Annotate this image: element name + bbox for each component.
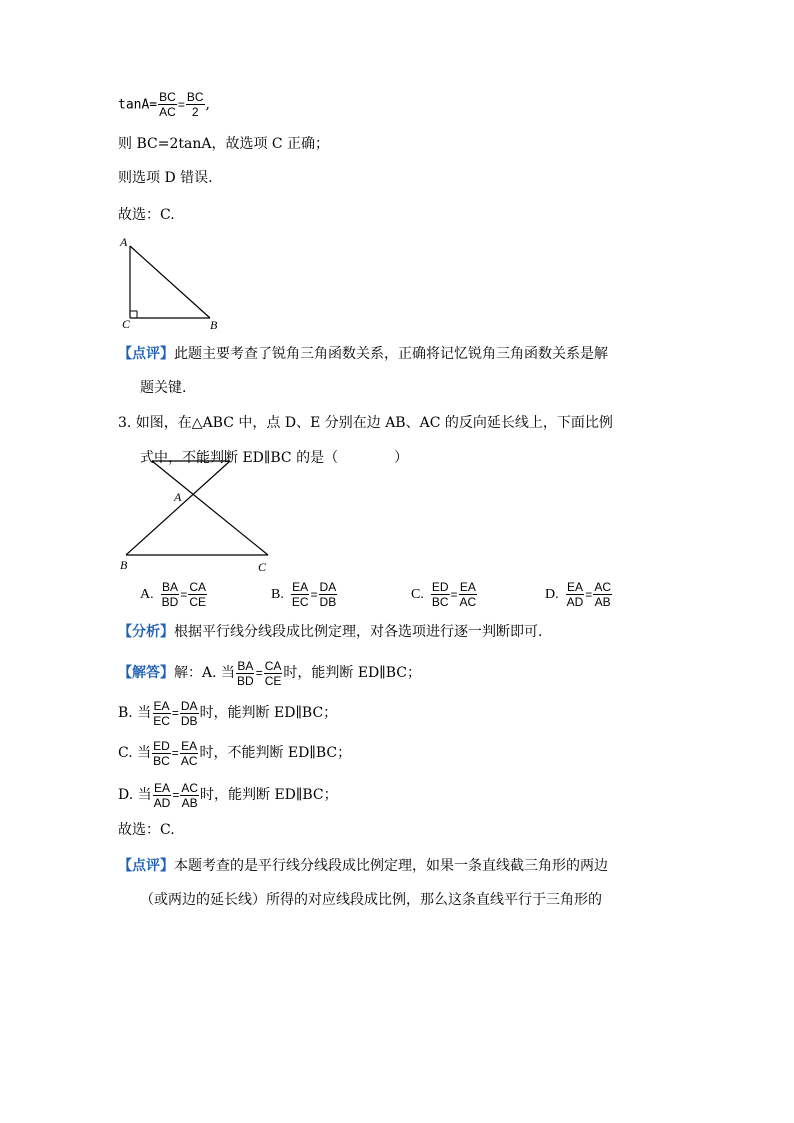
numerator: CA bbox=[264, 658, 282, 673]
analysis-line bbox=[118, 622, 542, 642]
comment-text: 本题考查的是平行线分线段成比例定理，如果一条直线截三角形的两边 bbox=[174, 858, 608, 874]
fraction-bc-2 bbox=[186, 90, 205, 119]
solution-prefix: B. 当 bbox=[118, 705, 152, 721]
solution-line-d bbox=[118, 778, 338, 812]
fraction bbox=[180, 699, 199, 728]
comment-tag: 【点评】 bbox=[118, 346, 174, 362]
option-a[interactable] bbox=[140, 580, 271, 609]
denominator: AB bbox=[181, 795, 198, 810]
conclusion-line-d: 则选项 D 错误. bbox=[118, 170, 213, 186]
numerator: EA bbox=[181, 738, 198, 753]
comment-2-line-1 bbox=[118, 856, 608, 876]
numerator: DA bbox=[180, 698, 198, 713]
comment-1-line-1 bbox=[118, 344, 608, 364]
fraction bbox=[236, 659, 255, 688]
numerator: BA bbox=[161, 580, 178, 594]
vertex-label-c: C bbox=[122, 317, 131, 331]
right-triangle-figure bbox=[116, 234, 226, 334]
comment-1-line-2: 题关键. bbox=[140, 380, 187, 396]
vertex-label-b: B bbox=[210, 318, 218, 332]
denominator: BD bbox=[161, 595, 179, 609]
denominator: BD bbox=[237, 673, 254, 688]
denominator: AD bbox=[153, 795, 171, 810]
solution-prefix: 解：A. 当 bbox=[174, 665, 236, 681]
numerator: BC bbox=[159, 90, 176, 104]
tan-formula-line bbox=[118, 90, 210, 119]
solution-prefix: D. 当 bbox=[118, 787, 152, 803]
solution-tag: 【解答】 bbox=[118, 665, 174, 681]
fraction bbox=[459, 580, 478, 609]
denominator: BC bbox=[153, 753, 170, 768]
vertex-label-a: A bbox=[120, 235, 128, 249]
fraction bbox=[291, 580, 310, 609]
numerator: EA bbox=[153, 780, 170, 795]
denominator: AC bbox=[180, 753, 198, 768]
option-label: B. bbox=[271, 586, 284, 602]
vertex-label-b: B bbox=[120, 558, 128, 572]
fraction bbox=[566, 580, 585, 609]
option-b[interactable] bbox=[271, 580, 411, 609]
denominator: EC bbox=[153, 713, 170, 728]
equals-sign: = bbox=[171, 706, 179, 720]
comment-2-line-2: （或两边的延长线）所得的对应线段成比例，那么这条直线平行于三角形的 bbox=[140, 892, 602, 908]
question-3-line-1: 3. 如图，在△ABC 中，点 D、E 分别在边 AB、AC 的反向延长线上，下面比例 bbox=[118, 415, 613, 431]
equals-sign: = bbox=[171, 746, 179, 760]
analysis-text: 根据平行线分线段成比例定理，对各选项进行逐一判断即可. bbox=[174, 624, 543, 640]
question-3-line-2: 式中，不能判断 ED∥BC 的是（ ） bbox=[140, 450, 409, 466]
numerator: DA bbox=[319, 580, 337, 594]
option-label: C. bbox=[411, 586, 424, 602]
equals-sign: = bbox=[180, 587, 188, 602]
denominator: AC bbox=[459, 595, 477, 609]
fraction bbox=[161, 580, 180, 609]
numerator: ED bbox=[431, 580, 449, 594]
fraction bbox=[264, 659, 283, 688]
fraction bbox=[319, 580, 338, 609]
option-c[interactable] bbox=[411, 580, 545, 609]
numerator: AC bbox=[181, 780, 198, 795]
numerator: AC bbox=[594, 580, 611, 594]
vertex-label-a: A bbox=[174, 490, 182, 504]
equals-sign: = bbox=[450, 587, 458, 602]
fraction-bc-ac bbox=[158, 90, 177, 119]
denominator: AC bbox=[159, 105, 176, 119]
comma: , bbox=[205, 96, 210, 113]
denominator: AB bbox=[594, 595, 611, 609]
option-label: D. bbox=[545, 586, 559, 602]
numerator: EA bbox=[459, 580, 476, 594]
denominator: 2 bbox=[191, 105, 199, 119]
denominator: DB bbox=[319, 595, 337, 609]
fraction bbox=[431, 580, 450, 609]
answer-line-1: 故选：C. bbox=[118, 207, 175, 223]
equals-sign: = bbox=[177, 97, 185, 112]
fraction bbox=[593, 580, 612, 609]
equals-sign: = bbox=[585, 587, 593, 602]
fraction bbox=[153, 781, 172, 810]
fraction bbox=[188, 580, 207, 609]
answer-line-2: 故选：C. bbox=[118, 822, 175, 838]
options-row bbox=[140, 580, 613, 609]
tan-prefix: tanA= bbox=[118, 97, 158, 113]
numerator: EA bbox=[153, 698, 170, 713]
vertex-label-c: C bbox=[258, 560, 267, 574]
comment-tag: 【点评】 bbox=[118, 858, 174, 874]
denominator: DB bbox=[180, 713, 198, 728]
fraction bbox=[152, 699, 171, 728]
solution-suffix: 时，不能判断 ED∥BC； bbox=[199, 745, 352, 761]
solution-line-c bbox=[118, 736, 351, 770]
denominator: CE bbox=[264, 673, 282, 688]
option-d[interactable] bbox=[545, 580, 613, 609]
denominator: EC bbox=[291, 595, 309, 609]
numerator: CA bbox=[189, 580, 206, 594]
numerator: BA bbox=[237, 658, 254, 673]
comment-text: 此题主要考查了锐角三角函数关系，正确将记忆锐角三角函数关系是解 bbox=[174, 346, 608, 362]
denominator: BC bbox=[431, 595, 449, 609]
conclusion-line-c: 则 BC=2tanA，故选项 C 正确； bbox=[118, 136, 330, 152]
fraction bbox=[180, 781, 199, 810]
equals-sign: = bbox=[255, 666, 263, 680]
fraction bbox=[180, 739, 199, 768]
analysis-tag: 【分析】 bbox=[118, 624, 174, 640]
equals-sign: = bbox=[172, 788, 180, 802]
solution-suffix: 时，能判断 ED∥BC； bbox=[200, 787, 338, 803]
crossing-triangles-figure bbox=[116, 455, 276, 577]
numerator: ED bbox=[153, 738, 170, 753]
solution-suffix: 时，能判断 ED∥BC； bbox=[199, 705, 338, 721]
fraction bbox=[152, 739, 171, 768]
equals-sign: = bbox=[310, 587, 318, 602]
numerator: EA bbox=[292, 580, 309, 594]
solution-line-a bbox=[118, 656, 421, 690]
numerator: BC bbox=[186, 90, 204, 104]
solution-line-b bbox=[118, 696, 337, 730]
denominator: CE bbox=[189, 595, 206, 609]
numerator: EA bbox=[566, 580, 583, 594]
solution-suffix: 时，能判断 ED∥BC； bbox=[283, 665, 421, 681]
option-label: A. bbox=[140, 586, 154, 602]
solution-prefix: C. 当 bbox=[118, 745, 152, 761]
denominator: AD bbox=[566, 595, 584, 609]
